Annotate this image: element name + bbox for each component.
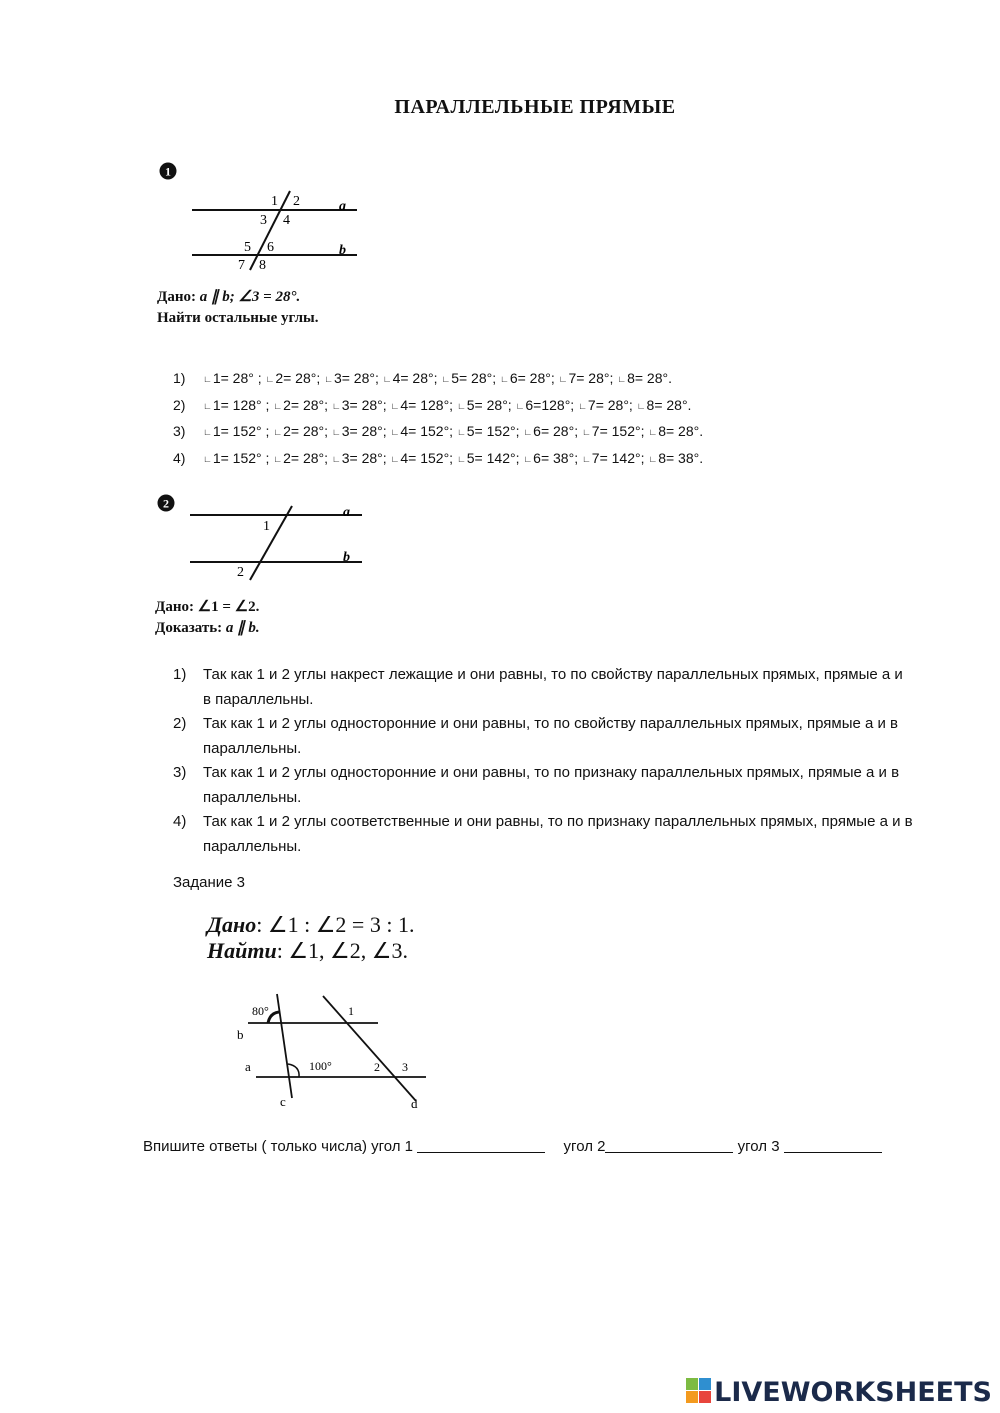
task3-label-80: 80° bbox=[252, 1004, 269, 1018]
answer-angle1-input[interactable] bbox=[417, 1140, 545, 1153]
task2-option-2[interactable] bbox=[173, 712, 913, 761]
answer-angle2-input[interactable] bbox=[605, 1140, 733, 1153]
task3-given bbox=[207, 912, 414, 964]
task2-given-prefix: Дано: bbox=[155, 599, 194, 615]
option-text: Так как 1 и 2 углы односторонние и они равны, то по признаку параллельных прямых, прямые а и в параллельны. bbox=[203, 764, 900, 806]
answer-label-3: угол 3 bbox=[737, 1138, 780, 1155]
task3-label-c: c bbox=[280, 1094, 286, 1109]
option-part: 2= 28°; bbox=[283, 423, 332, 439]
task1-given bbox=[157, 287, 318, 329]
task1-label-a: a bbox=[339, 199, 346, 214]
task1-angle8: 8 bbox=[259, 258, 266, 273]
task2-angle1: 1 bbox=[263, 519, 270, 534]
option-number: 1) bbox=[173, 370, 186, 386]
task3-find-prefix: Найти bbox=[207, 938, 277, 963]
task1-transversal bbox=[250, 191, 290, 270]
option-part: 5= 28°; bbox=[466, 396, 516, 413]
task3-label-b: b bbox=[237, 1027, 244, 1042]
option-part: 3= 28°; bbox=[341, 449, 391, 466]
task1-angle4: 4 bbox=[283, 213, 290, 228]
option-part: 1= 152° ; bbox=[212, 423, 274, 439]
task1-label-b: b bbox=[339, 243, 346, 258]
task3-label-100: 100° bbox=[309, 1059, 332, 1073]
option-part: 2= 28°; bbox=[275, 370, 325, 386]
task3-arc-80 bbox=[268, 1012, 279, 1023]
task2-options bbox=[173, 663, 913, 859]
task3-given-text: : ∠1 : ∠2 = 3 : 1. bbox=[256, 912, 415, 937]
option-part: 3= 28°; bbox=[341, 396, 391, 413]
task3-label-3: 3 bbox=[402, 1060, 408, 1074]
task3-label-1: 1 bbox=[348, 1004, 354, 1018]
task3-arc-100 bbox=[288, 1064, 299, 1077]
option-part: 7= 28°; bbox=[568, 370, 618, 386]
task2-angle2: 2 bbox=[237, 565, 244, 580]
task2-label-a: a bbox=[343, 505, 350, 520]
task3-diagram bbox=[230, 990, 440, 1112]
logo-text: LIVEWORKSHEETS bbox=[714, 1377, 992, 1408]
task2-label-b: b bbox=[343, 550, 350, 565]
task3-label-d: d bbox=[411, 1096, 418, 1111]
task1-angle3: 3 bbox=[260, 213, 267, 228]
option-part: 5= 152°; bbox=[466, 423, 524, 439]
answer-row bbox=[143, 1138, 882, 1155]
option-part: 4= 28°; bbox=[392, 370, 442, 386]
option-part: 8= 28°. bbox=[627, 370, 672, 386]
task2-transversal bbox=[250, 506, 292, 580]
option-part: 1= 152° ; bbox=[212, 449, 274, 466]
option-part: 3= 28°; bbox=[341, 423, 391, 439]
task1-badge: 1 bbox=[165, 164, 171, 179]
option-number: 4) bbox=[173, 813, 187, 830]
task1-option-4[interactable]: 4) ∟1= 152° ; ∟2= 28°; ∟3= 28°; ∟4= 152°; ∟5= 142°; ∟6= 38°; ∟7= 142°; ∟8= 38°. bbox=[173, 446, 873, 473]
task2-option-3[interactable] bbox=[173, 761, 913, 810]
option-part: 5= 28°; bbox=[451, 370, 501, 386]
option-part: 2= 28°; bbox=[283, 396, 332, 413]
option-number: 2) bbox=[173, 715, 187, 732]
task1-given-text: a ∥ b; ∠3 = 28°. bbox=[199, 289, 301, 305]
logo-icon bbox=[686, 1378, 712, 1404]
task2-diagram bbox=[150, 490, 380, 590]
task1-angle2: 2 bbox=[293, 194, 300, 209]
option-part: 6= 28°; bbox=[509, 370, 559, 386]
task1-angle7: 7 bbox=[238, 258, 245, 273]
option-number: 4) bbox=[173, 449, 186, 466]
task2-badge: 2 bbox=[163, 496, 169, 511]
task3-label-2: 2 bbox=[374, 1060, 380, 1074]
option-text: Так как 1 и 2 углы накрест лежащие и они равны, то по свойству параллельных прямых, прямые а и в параллельны. bbox=[203, 666, 903, 708]
task1-option-3[interactable]: 3) ∟1= 152° ; ∟2= 28°; ∟3= 28°; ∟4= 152°; ∟5= 152°; ∟6= 28°; ∟7= 152°; ∟8= 28°. bbox=[173, 419, 873, 446]
answer-prompt: Впишите ответы ( только числа) угол 1 bbox=[143, 1138, 414, 1155]
option-part: 4= 152°; bbox=[400, 449, 457, 466]
option-part: 6= 38°; bbox=[533, 449, 582, 466]
task2-prove-prefix: Доказать: bbox=[155, 620, 223, 636]
option-part: 7= 152°; bbox=[591, 423, 649, 439]
task1-angle6: 6 bbox=[267, 240, 274, 255]
task2-option-1[interactable] bbox=[173, 663, 913, 712]
option-part: 3= 28°; bbox=[333, 370, 383, 386]
answer-angle3-input[interactable] bbox=[784, 1140, 882, 1153]
option-number: 3) bbox=[173, 423, 186, 439]
task1-option-2[interactable]: 2) ∟1= 128° ; ∟2= 28°; ∟3= 28°; ∟4= 128°; ∟5= 28°; ∟6=128°; ∟7= 28°; ∟8= 28°. bbox=[173, 393, 873, 420]
task2-given-text: ∠1 = ∠2. bbox=[197, 599, 260, 615]
task1-angle1: 1 bbox=[271, 194, 278, 209]
option-part: 6=128°; bbox=[525, 396, 579, 413]
option-part: 7= 142°; bbox=[591, 449, 649, 466]
option-number: 1) bbox=[173, 666, 187, 683]
option-part: 1= 128° ; bbox=[212, 396, 274, 413]
task3-line-c bbox=[277, 994, 292, 1098]
option-part: 8= 28°. bbox=[658, 423, 704, 439]
task2-prove-text: a ∥ b. bbox=[225, 620, 260, 636]
task1-angle5: 5 bbox=[244, 240, 251, 255]
option-part: 7= 28°; bbox=[587, 396, 637, 413]
task1-find: Найти остальные углы. bbox=[157, 310, 319, 326]
task1-options bbox=[173, 366, 873, 472]
task3-find-text: : ∠1, ∠2, ∠3. bbox=[276, 938, 408, 963]
option-part: 4= 128°; bbox=[400, 396, 457, 413]
option-part: 8= 38°. bbox=[658, 449, 704, 466]
task1-given-prefix: Дано: bbox=[157, 289, 196, 305]
answer-label-2: угол 2 bbox=[563, 1138, 606, 1155]
option-part: 6= 28°; bbox=[533, 423, 582, 439]
option-number: 3) bbox=[173, 764, 187, 781]
option-text: Так как 1 и 2 углы односторонние и они равны, то по свойству параллельных прямых, прямые а и в параллельны. bbox=[203, 715, 899, 757]
task2-option-4[interactable] bbox=[173, 810, 913, 859]
task1-option-1[interactable]: 1) ∟1= 28° ; ∟2= 28°; ∟3= 28°; ∟4= 28°; ∟5= 28°; ∟6= 28°; ∟7= 28°; ∟8= 28°. bbox=[173, 366, 873, 393]
option-text: Так как 1 и 2 углы соответственные и они равны, то по признаку параллельных прямых, прямые а и в параллельны. bbox=[203, 813, 913, 855]
option-part: 2= 28°; bbox=[283, 449, 332, 466]
task3-given-prefix: Дано bbox=[207, 912, 257, 937]
option-part: 5= 142°; bbox=[466, 449, 524, 466]
option-part: 4= 152°; bbox=[400, 423, 457, 439]
liveworksheets-logo[interactable] bbox=[686, 1377, 992, 1408]
task3-heading: Задание 3 bbox=[173, 874, 246, 891]
task3-label-a: a bbox=[245, 1059, 251, 1074]
task3-line-d bbox=[323, 996, 416, 1101]
option-part: 1= 28° ; bbox=[212, 370, 266, 386]
page-title: ПАРАЛЛЕЛЬНЫЕ ПРЯМЫЕ bbox=[394, 96, 676, 118]
option-number: 2) bbox=[173, 396, 186, 413]
task2-given bbox=[155, 597, 260, 639]
option-part: 8= 28°. bbox=[646, 396, 692, 413]
task1-diagram bbox=[150, 158, 380, 276]
